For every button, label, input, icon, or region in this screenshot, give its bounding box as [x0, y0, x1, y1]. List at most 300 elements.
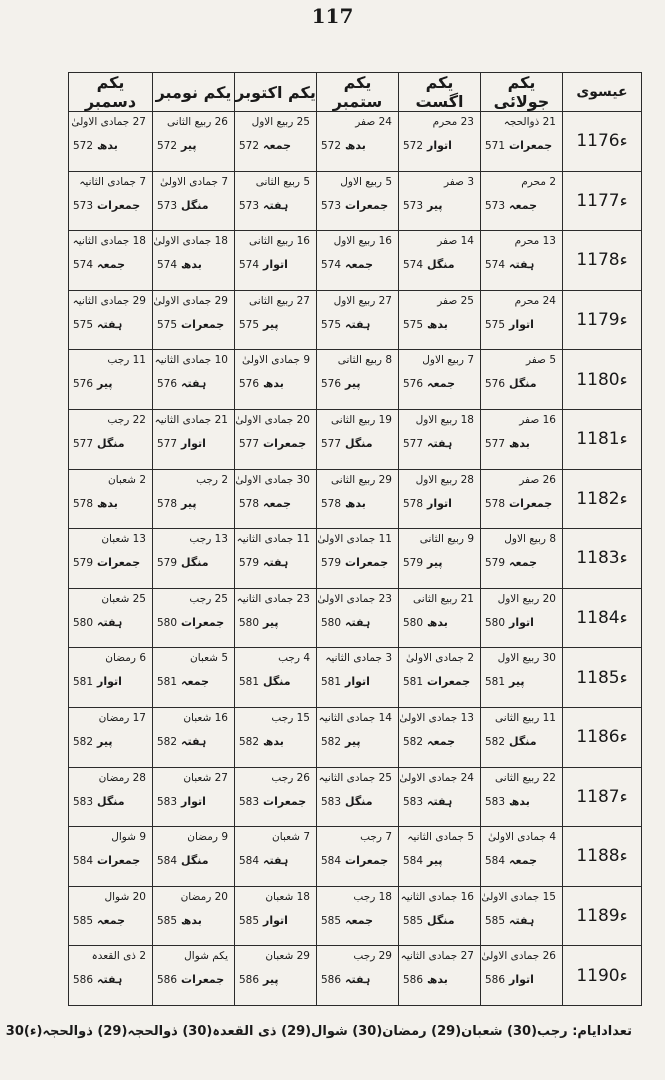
hijri-year: 578: [321, 497, 342, 510]
table-row: [69, 827, 642, 887]
hijri-year-weekday: [321, 973, 370, 986]
date-cell-content: [317, 350, 398, 407]
date-cell-content: [235, 231, 316, 288]
date-cell: [153, 290, 235, 350]
weekday: جمعرات: [345, 198, 389, 212]
date-cell: [153, 588, 235, 648]
table-row: [69, 409, 642, 469]
hijri-year-weekday: [73, 497, 118, 510]
hijri-year-weekday: [239, 377, 284, 390]
hijri-date: 26 جمادی الاولیٰ: [481, 950, 556, 963]
date-cell-content: [235, 708, 316, 765]
date-cell-content: [317, 768, 398, 825]
weekday: جمعہ: [509, 854, 538, 868]
weekday: جمعرات: [427, 675, 471, 689]
weekday: منگل: [181, 198, 209, 212]
date-cell-content: [153, 768, 234, 825]
date-cell-content: [235, 291, 316, 348]
hijri-year: 585: [73, 914, 94, 927]
hijri-year-weekday: [321, 437, 373, 450]
hijri-year-weekday: [485, 556, 537, 569]
weekday: بدھ: [509, 436, 530, 450]
weekday: اتوار: [181, 794, 206, 808]
weekday: بدھ: [181, 258, 202, 272]
hijri-year-weekday: [73, 675, 122, 688]
table-header: [69, 73, 642, 112]
date-cell-content: [317, 172, 398, 229]
date-cell: [153, 707, 235, 767]
date-cell-content: [153, 827, 234, 884]
date-cell: [399, 469, 481, 529]
date-cell-content: [235, 827, 316, 884]
hijri-year: 580: [485, 616, 506, 629]
hijri-year-weekday: [485, 377, 537, 390]
gregorian-year: 1187ء: [563, 767, 642, 827]
hijri-date: 20 جمادی الاولیٰ: [235, 413, 310, 426]
weekday: پیر: [97, 734, 113, 748]
date-cell-content: [481, 470, 562, 527]
hijri-date: 24 محرم: [514, 294, 556, 307]
hijri-date: 23 جمادی الاولیٰ: [317, 592, 392, 605]
date-cell: [153, 350, 235, 410]
hijri-year-weekday: [157, 258, 202, 271]
hijri-year-weekday: [157, 377, 206, 390]
date-cell: [399, 767, 481, 827]
hijri-date: 25 رجب: [189, 592, 228, 605]
hijri-date: 18 جمادی الثانیہ: [72, 235, 146, 248]
table-row: [69, 290, 642, 350]
weekday: جمعرات: [263, 436, 307, 450]
weekday: ہفتہ: [97, 317, 123, 331]
hijri-date: 15 جمادی الاولیٰ: [481, 890, 556, 903]
hijri-year-weekday: [321, 735, 361, 748]
date-cell: [235, 529, 317, 589]
date-cell: [69, 529, 153, 589]
hijri-date: 13 رجب: [189, 533, 228, 546]
hijri-date: 23 محرم: [432, 116, 474, 128]
date-cell-content: [153, 172, 234, 229]
gregorian-year: 1180ء: [563, 350, 642, 410]
hijri-year-weekday: [157, 139, 197, 152]
date-cell-content: [317, 529, 398, 586]
hijri-year-weekday: [157, 437, 206, 450]
hijri-year-weekday: [403, 973, 448, 986]
date-cell: [69, 171, 153, 231]
date-cell: [153, 112, 235, 172]
hijri-date: 5 شعبان: [190, 652, 228, 665]
hijri-year-weekday: [73, 795, 125, 808]
date-cell: [69, 350, 153, 410]
hijri-date: 25 شعبان: [101, 592, 146, 605]
weekday: جمعہ: [345, 258, 374, 272]
hijri-year-weekday: [485, 675, 525, 688]
date-cell-content: [399, 350, 480, 407]
date-cell-content: [399, 768, 480, 825]
date-cell-content: [69, 529, 152, 586]
hijri-year-weekday: [157, 675, 209, 688]
weekday: بدھ: [509, 794, 530, 808]
weekday: منگل: [509, 377, 537, 391]
table-row: [69, 469, 642, 529]
date-cell: [235, 231, 317, 291]
date-cell-content: [69, 470, 152, 527]
hijri-date: 14 جمادی الثانیہ: [318, 711, 392, 724]
hijri-year-weekday: [239, 199, 288, 212]
hijri-year: 586: [321, 974, 342, 987]
date-cell-content: [153, 470, 234, 527]
weekday: ہفتہ: [181, 734, 207, 748]
date-cell-content: [399, 470, 480, 527]
date-cell: [399, 827, 481, 887]
date-cell-content: [153, 529, 234, 586]
table-row: [69, 112, 642, 172]
date-cell-content: [153, 231, 234, 288]
hijri-year: 583: [239, 795, 260, 808]
hijri-year: 579: [73, 557, 94, 570]
date-cell: [235, 946, 317, 1006]
hijri-year-weekday: [321, 854, 388, 867]
hijri-year-weekday: [73, 616, 122, 629]
date-cell-content: [481, 410, 562, 467]
weekday: منگل: [263, 675, 291, 689]
gregorian-year: 1181ء: [563, 409, 642, 469]
hijri-year-weekday: [157, 914, 202, 927]
hijri-year-weekday: [485, 139, 552, 152]
hijri-year: 575: [73, 318, 94, 331]
hijri-year: 582: [321, 735, 342, 748]
hijri-year: 573: [73, 199, 94, 212]
hijri-date: 18 شعبان: [265, 890, 310, 903]
hijri-date: 25 جمادی الثانیہ: [318, 771, 392, 784]
hijri-year: 577: [485, 437, 506, 450]
date-cell-content: [481, 529, 562, 586]
date-cell: [481, 886, 563, 946]
weekday: منگل: [181, 556, 209, 570]
weekday: جمعہ: [97, 258, 126, 272]
hijri-year: 579: [403, 557, 424, 570]
date-cell-content: [399, 410, 480, 467]
date-cell-content: [317, 112, 398, 169]
hijri-date: 20 شوال: [104, 890, 146, 903]
hijri-year-weekday: [239, 497, 291, 510]
hijri-year-weekday: [485, 973, 534, 986]
date-cell-content: [153, 648, 234, 705]
table-body: [69, 112, 642, 1006]
date-cell: [69, 231, 153, 291]
hijri-year: 581: [239, 676, 260, 689]
hijri-date: 22 رجب: [107, 413, 146, 426]
date-cell: [69, 886, 153, 946]
date-cell-content: [235, 172, 316, 229]
date-cell: [69, 588, 153, 648]
hijri-year-weekday: [239, 437, 306, 450]
hijri-year-weekday: [157, 795, 206, 808]
date-cell-content: [317, 708, 398, 765]
date-cell-content: [153, 708, 234, 765]
hijri-date: 20 رمضان: [180, 890, 228, 903]
weekday: اتوار: [263, 913, 288, 927]
hijri-year-weekday: [321, 616, 370, 629]
weekday: جمعہ: [427, 734, 456, 748]
gregorian-year: 1176ء: [563, 112, 642, 172]
date-cell: [481, 946, 563, 1006]
hijri-date: 16 شعبان: [183, 711, 228, 724]
hijri-year-weekday: [73, 139, 118, 152]
date-cell: [399, 529, 481, 589]
hijri-year-weekday: [157, 199, 209, 212]
hijri-year-weekday: [73, 258, 125, 271]
hijri-date: 30 ربیع الاول: [497, 652, 556, 665]
hijri-year-weekday: [157, 318, 224, 331]
weekday: منگل: [345, 436, 373, 450]
hijri-year-weekday: [157, 556, 209, 569]
weekday: پیر: [427, 556, 443, 570]
date-cell: [235, 290, 317, 350]
date-cell: [481, 767, 563, 827]
date-cell-content: [317, 291, 398, 348]
date-cell: [317, 469, 399, 529]
hijri-date: 29 جمادی الثانیہ: [72, 294, 146, 307]
date-cell-content: [235, 946, 316, 1003]
hijri-date: 5 ربیع الثانی: [255, 175, 310, 188]
date-cell-content: [481, 291, 562, 348]
hijri-date: 5 صفر: [525, 354, 556, 367]
hijri-year: 576: [239, 378, 260, 391]
table-row: [69, 171, 642, 231]
weekday: جمعرات: [181, 317, 225, 331]
hijri-date: 29 ربیع الثانی: [331, 473, 392, 486]
hijri-year: 586: [157, 974, 178, 987]
hijri-year-weekday: [403, 199, 443, 212]
hijri-date: 13 جمادی الاولیٰ: [399, 711, 474, 724]
hijri-year-weekday: [403, 675, 470, 688]
hijri-year: 574: [403, 259, 424, 272]
hijri-year: 585: [321, 914, 342, 927]
date-cell-content: [481, 946, 562, 1003]
date-cell: [153, 231, 235, 291]
date-cell-content: [235, 589, 316, 646]
hijri-year-weekday: [157, 497, 197, 510]
hijri-year: 577: [157, 437, 178, 450]
hijri-year-weekday: [239, 318, 279, 331]
table-row: [69, 946, 642, 1006]
hijri-year: 575: [403, 318, 424, 331]
date-cell: [317, 648, 399, 708]
date-cell: [235, 648, 317, 708]
hijri-year: 585: [485, 914, 506, 927]
hijri-year: 573: [485, 199, 506, 212]
hijri-year: 578: [157, 497, 178, 510]
date-cell: [235, 409, 317, 469]
weekday: پیر: [427, 854, 443, 868]
hijri-date: 23 جمادی الثانیہ: [236, 592, 310, 605]
hijri-year: 573: [157, 199, 178, 212]
hijri-year-weekday: [403, 377, 455, 390]
date-cell: [481, 707, 563, 767]
date-cell-content: [317, 887, 398, 944]
hijri-date: 14 صفر: [437, 235, 474, 248]
hijri-year-weekday: [403, 735, 455, 748]
hijri-date: 24 جمادی الاولیٰ: [399, 771, 474, 784]
date-cell-content: [399, 112, 480, 169]
hijri-date: 7 شعبان: [272, 831, 310, 844]
gregorian-year: 1185ء: [563, 648, 642, 708]
hijri-date: 9 شوال: [111, 831, 146, 844]
hijri-date: 2 ذی القعدہ: [91, 950, 146, 963]
date-cell: [317, 767, 399, 827]
hijri-date: 26 رجب: [271, 771, 310, 784]
table-row: [69, 767, 642, 827]
date-cell: [153, 409, 235, 469]
weekday: ہفتہ: [263, 854, 289, 868]
hijri-year-weekday: [321, 258, 373, 271]
date-cell: [399, 112, 481, 172]
weekday: بدھ: [345, 496, 366, 510]
weekday: جمعرات: [181, 615, 225, 629]
date-cell: [235, 350, 317, 410]
weekday: جمعرات: [263, 794, 307, 808]
weekday: بدھ: [345, 139, 366, 152]
hijri-year-weekday: [321, 914, 373, 927]
weekday: بدھ: [427, 317, 448, 331]
hijri-date: 18 رجب: [353, 890, 392, 903]
date-cell-content: [481, 231, 562, 288]
weekday: بدھ: [97, 496, 118, 510]
hijri-date: 11 ربیع الثانی: [495, 711, 556, 724]
hijri-year: 583: [403, 795, 424, 808]
hijri-year: 580: [403, 616, 424, 629]
weekday: اتوار: [509, 317, 534, 331]
hijri-year: 576: [73, 378, 94, 391]
hijri-year: 580: [157, 616, 178, 629]
weekday: جمعرات: [181, 973, 225, 987]
hijri-year: 582: [73, 735, 94, 748]
date-cell-content: [69, 946, 152, 1003]
hijri-date: 26 صفر: [519, 473, 556, 486]
weekday: جمعہ: [345, 913, 374, 927]
hijri-year-weekday: [73, 437, 125, 450]
table-row: [69, 350, 642, 410]
date-cell: [153, 767, 235, 827]
hijri-year-weekday: [403, 556, 443, 569]
weekday: پیر: [345, 377, 361, 391]
table-row: [69, 707, 642, 767]
weekday: پیر: [263, 973, 279, 987]
hijri-year: 583: [485, 795, 506, 808]
hijri-date: 7 ربیع الاول: [422, 354, 474, 367]
date-cell-content: [69, 887, 152, 944]
weekday: جمعہ: [263, 139, 292, 152]
hijri-year: 583: [321, 795, 342, 808]
date-cell-content: [481, 350, 562, 407]
date-cell-content: [69, 648, 152, 705]
date-cell-content: [235, 768, 316, 825]
date-cell-content: [399, 589, 480, 646]
weekday: ہفتہ: [345, 317, 371, 331]
hijri-year: 581: [403, 676, 424, 689]
hijri-year-weekday: [73, 973, 122, 986]
footer-note: تعدادایام: رجب(30) شعبان(29) رمضان(30) شوال(29) ذی القعدہ(30) ذوالحجہ(29) ذوالحجہ(ء)30: [5, 1024, 632, 1039]
hijri-year-weekday: [403, 795, 452, 808]
hijri-date: 8 ربیع الاول: [504, 533, 556, 546]
date-cell-content: [235, 648, 316, 705]
date-cell-content: [69, 768, 152, 825]
hijri-year-weekday: [73, 914, 125, 927]
date-cell: [317, 112, 399, 172]
hijri-year: 580: [239, 616, 260, 629]
weekday: ہفتہ: [181, 377, 207, 391]
date-cell-content: [235, 112, 316, 169]
date-cell-content: [399, 231, 480, 288]
weekday: اتوار: [427, 139, 452, 152]
hijri-date: 11 جمادی الثانیہ: [236, 533, 310, 546]
hijri-year: 584: [239, 855, 260, 868]
date-cell-content: [481, 648, 562, 705]
hijri-year: 577: [73, 437, 94, 450]
date-cell: [153, 886, 235, 946]
hijri-year-weekday: [157, 973, 224, 986]
date-cell: [481, 290, 563, 350]
date-cell-content: [69, 231, 152, 288]
hijri-date: 7 جمادی الثانیہ: [79, 175, 146, 188]
header-row: [69, 73, 642, 112]
hijri-year-weekday: [485, 914, 534, 927]
hijri-year: 581: [157, 676, 178, 689]
date-cell: [235, 886, 317, 946]
header-month-5: یکم نومبر: [153, 73, 235, 112]
weekday: جمعرات: [345, 556, 389, 570]
weekday: بدھ: [97, 139, 118, 152]
date-cell: [69, 112, 153, 172]
date-cell-content: [317, 470, 398, 527]
hijri-date: 16 ربیع الاول: [333, 235, 392, 248]
hijri-date: 27 ربیع الاول: [333, 294, 392, 307]
hijri-date: 21 ذوالحجہ: [503, 116, 556, 128]
date-cell: [317, 707, 399, 767]
hijri-year-weekday: [403, 258, 455, 271]
hijri-year-weekday: [239, 795, 306, 808]
date-cell-content: [317, 827, 398, 884]
weekday: پیر: [427, 198, 443, 212]
gregorian-year: 1184ء: [563, 588, 642, 648]
hijri-date: 18 جمادی الاولیٰ: [153, 235, 228, 248]
hijri-date: 18 ربیع الاول: [415, 413, 474, 426]
weekday: اتوار: [263, 258, 288, 272]
date-cell-content: [153, 946, 234, 1003]
hijri-year: 578: [73, 497, 94, 510]
date-cell-content: [69, 112, 152, 169]
hijri-date: 3 جمادی الثانیہ: [325, 652, 392, 665]
hijri-date: 2 رجب: [196, 473, 228, 486]
hijri-date: 8 ربیع الثانی: [337, 354, 392, 367]
weekday: جمعہ: [509, 556, 538, 570]
gregorian-year: 1183ء: [563, 529, 642, 589]
hijri-year: 572: [403, 140, 424, 152]
hijri-date: 2 جمادی الاولیٰ: [406, 652, 474, 665]
weekday: منگل: [181, 854, 209, 868]
weekday: ہفتہ: [427, 794, 453, 808]
hijri-date: 22 ربیع الثانی: [495, 771, 556, 784]
weekday: ہفتہ: [263, 198, 289, 212]
hijri-year-weekday: [73, 735, 113, 748]
date-cell-content: [399, 887, 480, 944]
hijri-date: 30 جمادی الاولیٰ: [235, 473, 310, 486]
hijri-year-weekday: [485, 437, 530, 450]
date-cell: [235, 588, 317, 648]
date-cell-content: [235, 470, 316, 527]
date-cell: [317, 409, 399, 469]
weekday: ہفتہ: [509, 913, 535, 927]
